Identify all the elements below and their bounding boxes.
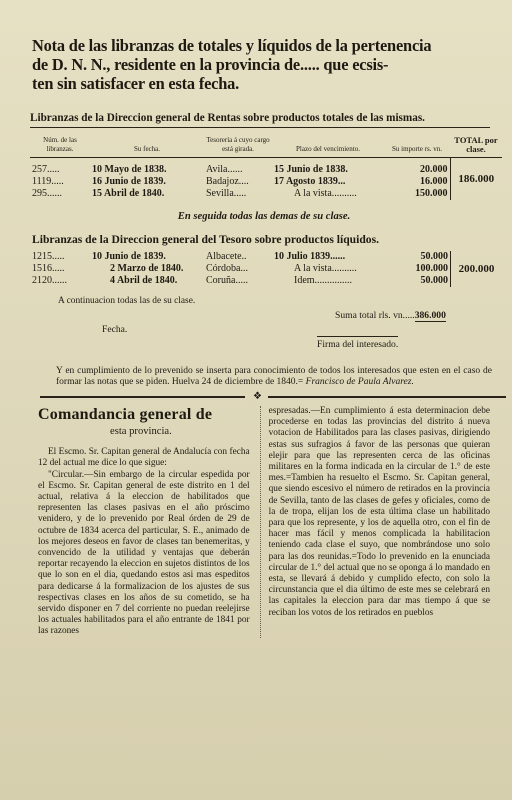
title-line-3: ten sin satisfacer en esta fecha. (32, 74, 240, 93)
cell-tesoreria: Badajoz.... (206, 176, 249, 187)
title-line-1: Nota de las libranzas de totales y líquidos de la pertenencia (32, 36, 432, 55)
comandancia-intro: El Escmo. Sr. Capitan general de Andalucía con fecha 12 del actual me dice lo que sigue: (38, 447, 250, 469)
column-right (260, 406, 490, 638)
comandancia-subheading: esta provincia. (110, 426, 172, 437)
fecha-label: Fecha. (102, 324, 128, 335)
cell-num: 295...... (32, 188, 62, 199)
cell-num: 1516..... (32, 263, 65, 274)
table-tesoro (30, 251, 502, 287)
cell-importe: 100.000 (384, 263, 451, 275)
suma-value: 386.000 (414, 310, 446, 321)
comandancia-body-left: "Circular.—Sin embargo de la circular espedida por el Escmo. Sr. Capitan general de este distrito en 1 del actual, relativa á la eleccion de habilitados que representen las clases pasivas en el año próscimo venidero, y de lo prevenido por Real órden de 29 de octubre de 1834 acerca del particular, S. E., animado de los mejores deseos en favor de clases tan benemeritas, y convencido de la utilidad y ventajas que deberán reportar recayendo la eleccion en sujetos distintos de los que lo son en el dia, quedando estos asi mas espeditos para dedicarse á la formalizacion de los ajustes de sus respectivas clases en los años de su cometido, se ha servido disponer en 7 del corriente no puedan reelejirse los actuales habilitados para el año entrante de 1841 por las razones (38, 469, 250, 637)
cell-plazo: 10 Julio 1839...... (274, 251, 346, 262)
cell-tesoreria: Coruña..... (206, 275, 248, 286)
cell-total: 186.000 (458, 173, 495, 185)
cell-importe: 16.000 (384, 176, 450, 188)
note-continuacion: A continuacion todas las de su clase. (58, 296, 196, 306)
cell-plazo: Idem............... (294, 275, 353, 286)
table-row (30, 263, 502, 275)
cell-tesoreria: Sevilla..... (206, 188, 247, 199)
cell-plazo: 17 Agosto 1839... (274, 176, 346, 187)
cell-plazo: A la vista.......... (294, 188, 357, 199)
header-fecha: Su fecha. (90, 128, 204, 158)
table-row (30, 251, 502, 263)
section-tesoro-heading: Libranzas de la Direccion general del Tesoro sobre productos líquidos. (32, 233, 379, 246)
cell-importe: 150.000 (384, 188, 450, 200)
cell-importe: 50.000 (384, 251, 451, 263)
suma-label: Suma total rls. vn..... (335, 310, 415, 321)
cell-total: 200.000 (458, 263, 495, 275)
cell-importe: 50.000 (384, 275, 451, 287)
cell-fecha: 10 Junio de 1839. (92, 251, 166, 262)
ornament-icon: ❖ (253, 391, 262, 402)
header-tesoreria: Tesorería á cuyo cargo está girada. (204, 128, 272, 158)
cell-plazo: 15 Junio de 1838. (274, 164, 348, 175)
header-importe: Su importe rs. vn. (384, 128, 450, 158)
comandancia-section (38, 406, 490, 638)
table-row (30, 275, 502, 287)
cell-fecha: 2 Marzo de 1840. (110, 263, 184, 274)
cell-fecha: 15 Abril de 1840. (92, 188, 165, 199)
cell-fecha: 4 Abril de 1840. (110, 275, 178, 286)
cell-num: 1119..... (32, 176, 64, 187)
cell-fecha: 10 Mayo de 1838. (92, 164, 167, 175)
document-title (32, 36, 490, 93)
cell-num: 1215..... (32, 251, 65, 262)
table-row (30, 158, 502, 177)
header-num: Núm. de las libranzas. (30, 128, 90, 158)
ornamental-divider (40, 391, 506, 402)
cell-num: 2120...... (32, 275, 67, 286)
header-total: TOTAL por clase. (450, 128, 502, 158)
announcement-paragraph (56, 366, 492, 388)
table-rentas (30, 128, 502, 200)
cell-tesoreria: Córdoba... (206, 263, 248, 274)
cell-plazo: A la vista.......... (294, 263, 357, 274)
cell-fecha: 16 Junio de 1839. (92, 176, 166, 187)
signature-block (20, 310, 490, 350)
cell-importe: 20.000 (384, 158, 450, 177)
cell-num: 257..... (32, 164, 60, 175)
table-row (30, 176, 502, 188)
header-plazo: Plazo del vencimiento. (272, 128, 384, 158)
paragraph-text: Y en cumplimiento de lo prevenido se inserta para conocimiento de todos los interesados que esten en el caso de formar las notas que se piden. Huelva 24 de diciembre de 1840.= (56, 366, 492, 387)
section-rentas-heading: Libranzas de la Direccion general de Rentas sobre productos totales de las mismas. (30, 112, 490, 128)
firma-label: Firma del interesado. (317, 336, 398, 350)
suma-total (335, 310, 446, 321)
comandancia-heading: Comandancia general de (38, 406, 213, 423)
title-line-2: de D. N. N., residente en la provincia de..... que ecsis- (32, 55, 389, 74)
cell-tesoreria: Avila...... (206, 164, 243, 175)
column-left (38, 406, 250, 638)
table-row (30, 188, 502, 200)
note-demas: En seguida todas las demas de su clase. (177, 211, 351, 222)
comandancia-body-right: espresadas.—En cumplimiento á esta determinacion debe procederse en todas las provincias del distrito á nueva votacion de Habilitados para las clases pasivas, dirigiendo estas sus sufragios á favor de las personas que quieran elejir para que las representen cerca de las oficinas militares en la forma indicada en la circular de 1.° de este mes.=Tambien ha resuelto el Escmo. Sr. Capitan general, que siendo escesivo el número de retirados en la provincia de Sevilla, tanto de las clases de gefes y oficiales, como de la de tropa, elijan los de esta última clase un habilitado para que los represente, y los de aquella otro, con el fin de hacer mas fácil y menos complicada la habilitacion teniendo cada clase el suyo, que nombrándose uno solo para las dos reunidas.=Todo lo prevenido en la enunciada circular de 1.° del actual que no se oponga á lo mandado en esta, se llevará á debido y cumplido efecto, con solo la circunstancia que el dia último de este mes se celebrará en las capitales la eleccion para dar mas tiempo á que se reciban los votos de los retirados en pueblos (268, 406, 490, 618)
paragraph-signature: Francisco de Paula Alvarez. (305, 377, 414, 387)
cell-tesoreria: Albacete.. (206, 251, 247, 262)
